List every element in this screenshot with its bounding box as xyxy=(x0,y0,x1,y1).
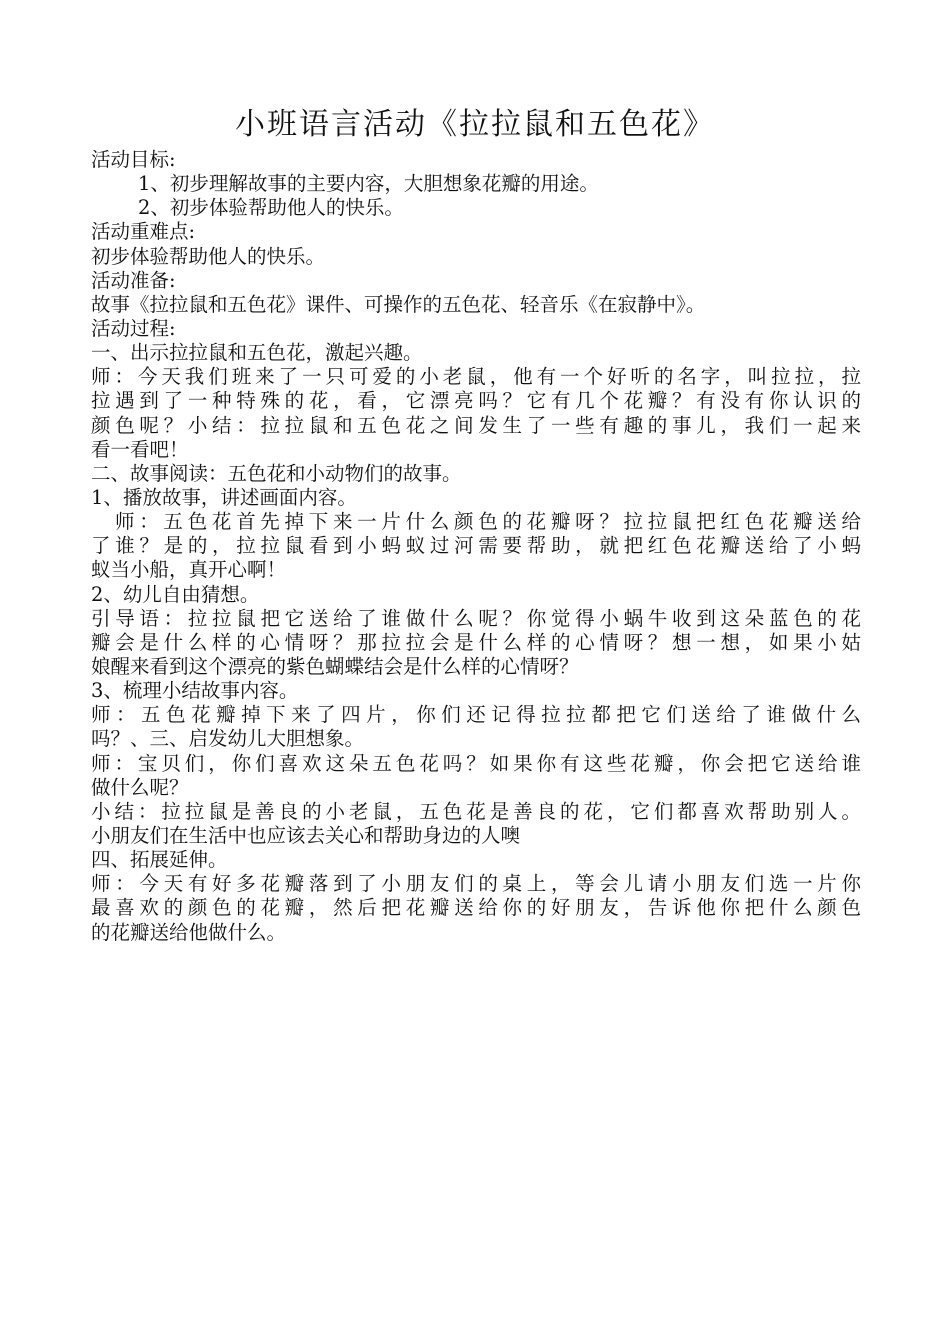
process-step-1-heading: 一、出示拉拉鼠和五色花，激起兴趣。 xyxy=(91,341,423,365)
preparation-text: 故事《拉拉鼠和五色花》课件、可操作的五色花、轻音乐《在寂静中》。 xyxy=(91,292,706,316)
paragraph-line: 的花瓣送给他做什么。 xyxy=(91,920,287,944)
paragraph-line: 蚁当小船，真开心啊！ xyxy=(91,558,287,582)
paragraph-line: 拉遇到了一种特殊的花，看，它漂亮吗？它有几个花瓣？有没有你认识的 xyxy=(91,389,861,413)
paragraph-line: 了谁？是的，拉拉鼠看到小蚂蚁过河需要帮助，就把红色花瓣送给了小蚂 xyxy=(91,534,861,558)
paragraph-line: 做什么呢？ xyxy=(91,775,189,799)
document-body xyxy=(91,148,861,945)
section-heading-process: 活动过程: xyxy=(91,316,176,340)
section-heading-key-points: 活动重难点: xyxy=(91,220,196,244)
process-step-4-heading: 四、拓展延伸。 xyxy=(91,848,228,872)
goal-item-2: 2、初步体验帮助他人的快乐。 xyxy=(138,196,404,220)
paragraph-line: 瓣会是什么样的心情呀？那拉拉会是什么样的心情呀？想一想，如果小姑 xyxy=(91,630,861,654)
paragraph-line: 小朋友们在生活中也应该去关心和帮助身边的人噢 xyxy=(91,823,521,847)
section-heading-preparation: 活动准备: xyxy=(91,268,176,292)
paragraph-line: 看一看吧！ xyxy=(91,437,189,461)
paragraph-line: 吗？、三、启发幼儿大胆想象。 xyxy=(91,727,365,751)
process-step-2-heading: 二、故事阅读：五色花和小动物们的故事。 xyxy=(91,461,462,485)
paragraph-line: 最喜欢的颜色的花瓣，然后把花瓣送给你的好朋友，告诉他你把什么颜色 xyxy=(91,896,861,920)
document-title: 小班语言活动《拉拉鼠和五色花》 xyxy=(235,107,715,142)
paragraph-line: 师：今天我们班来了一只可爱的小老鼠，他有一个好听的名字，叫拉拉，拉 xyxy=(91,365,861,389)
paragraph-line: 师：五色花瓣掉下来了四片，你们还记得拉拉都把它们送给了谁做什么 xyxy=(91,703,861,727)
paragraph-line: 小结：拉拉鼠是善良的小老鼠，五色花是善良的花，它们都喜欢帮助别人。 xyxy=(91,799,861,823)
goal-item-1: 1、初步理解故事的主要内容，大胆想象花瓣的用途。 xyxy=(138,172,599,196)
substep-heading: 3、梳理小结故事内容。 xyxy=(91,679,299,703)
substep-heading: 1、播放故事，讲述画面内容。 xyxy=(91,485,357,509)
substep-heading: 2、幼儿自由猜想。 xyxy=(91,582,260,606)
paragraph-line: 师：今天有好多花瓣落到了小朋友们的桌上，等会儿请小朋友们选一片你 xyxy=(91,872,861,896)
paragraph-line: 师：五色花首先掉下来一片什么颜色的花瓣呀？拉拉鼠把红色花瓣送给 xyxy=(115,510,861,534)
section-heading-goals: 活动目标: xyxy=(91,148,176,171)
paragraph-line: 师：宝贝们，你们喜欢这朵五色花吗？如果你有这些花瓣，你会把它送给谁 xyxy=(91,751,861,775)
paragraph-line: 引导语：拉拉鼠把它送给了谁做什么呢？你觉得小蜗牛收到这朵蓝色的花 xyxy=(91,606,861,630)
paragraph-line: 娘醒来看到这个漂亮的紫色蝴蝶结会是什么样的心情呀？ xyxy=(91,654,579,678)
paragraph-line: 颜色呢？小结：拉拉鼠和五色花之间发生了一些有趣的事儿，我们一起来 xyxy=(91,413,861,437)
key-points-text: 初步体验帮助他人的快乐。 xyxy=(91,244,326,268)
